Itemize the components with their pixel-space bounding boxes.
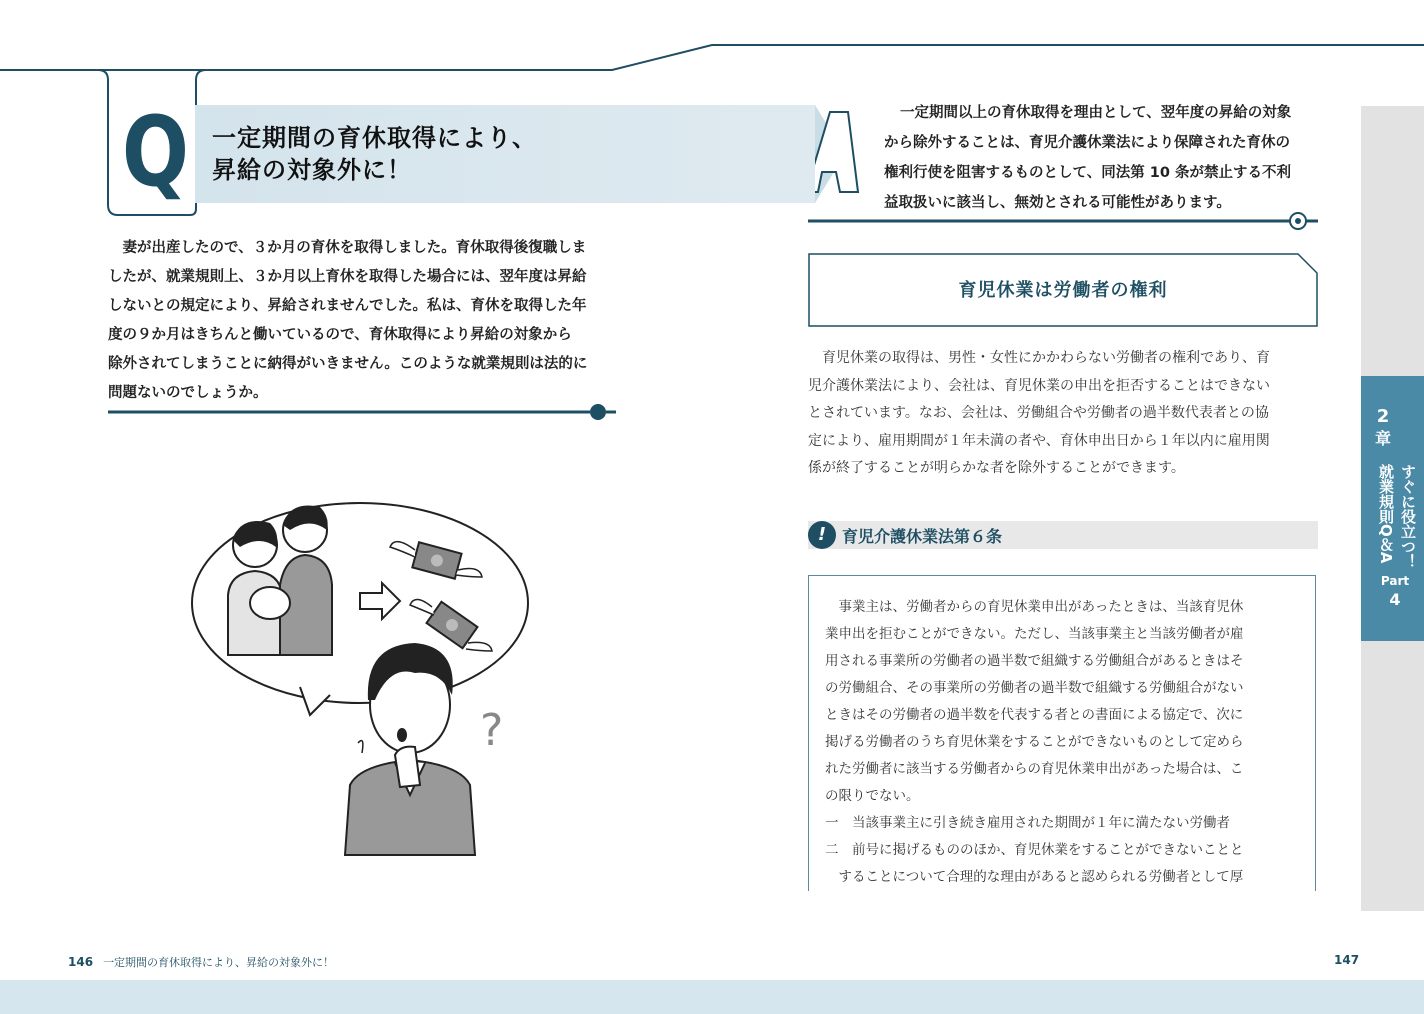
law-line: の限りでない。 [825, 788, 920, 804]
worried-man-illustration [190, 495, 530, 865]
question-line: 度の９か月はきちんと働いているので、育休取得により昇給の対象から [108, 327, 572, 343]
q-letter: Q [122, 96, 189, 208]
law-line: することについて合理的な理由があると認められる労働者として厚 [825, 869, 1244, 885]
answer-line: 一定期間以上の育休取得を理由として、翌年度の昇給の対象 [900, 105, 1292, 121]
part-label: Part [1380, 574, 1410, 588]
section-line: 定により、雇用期間が１年未満の者や、育休申出日から１年以内に雇用関 [808, 432, 1270, 449]
section-line: とされています。なお、会社は、労働組合や労働者の過半数代表者との協 [808, 405, 1269, 421]
section-heading: 育児休業は労働者の権利 [958, 280, 1168, 301]
law-line: 業申出を拒むことができない。ただし、当該事業主と当該労働者が雇 [825, 626, 1244, 642]
law-line: 用される事業所の労働者の過半数で組織する労働組合があるときはそ [825, 653, 1244, 669]
answer-line: から除外することは、育児介護休業法により保障された育休の [884, 135, 1290, 151]
svg-text:?: ? [480, 705, 504, 756]
law-line: 掲げる労働者のうち育児休業をすることができないものとして定めら [825, 734, 1244, 750]
question-line: したが、就業規則上、３か月以上育休を取得した場合には、翌年度は昇給 [108, 269, 587, 285]
law-title: 育児介護休業法第６条 [842, 527, 1003, 546]
question-line: 除外されてしまうことに納得がいきません。このような就業規則は法的に [108, 356, 588, 372]
running-title: 一定期間の育休取得により、昇給の対象外に！ [103, 956, 335, 969]
right-page-number: 147 [1334, 953, 1360, 967]
law-text [825, 594, 1305, 891]
law-line: 一 当該事業主に引き続き雇用された期間が１年に満たない労働者 [825, 815, 1230, 831]
section-line: 児介護休業法により、会社は、育児休業の申出を拒否することはできない [808, 377, 1270, 394]
answer-line: 権利行使を阻害するものとして、同法第 10 条が禁止する不利 [884, 165, 1291, 181]
question-title [212, 122, 537, 186]
law-line: 事業主は、労働者からの育児休業申出があったときは、当該育児休 [825, 599, 1244, 615]
exclamation-icon: ! [808, 521, 836, 549]
answer-line: 益取扱いに該当し、無効とされる可能性があります。 [884, 195, 1231, 211]
part-number: 4 [1389, 590, 1401, 609]
footer-left [68, 954, 334, 970]
question-line: 問題ないのでしょうか。 [108, 385, 268, 401]
tab-title: すぐに役立つ！ [1399, 464, 1417, 569]
answer-summary [884, 98, 1320, 218]
chapter-tab[interactable] [1361, 376, 1424, 641]
question-line: しないとの規定により、昇給されませんでした。私は、育休を取得した年 [108, 298, 587, 314]
question-line: 妻が出産したので、３か月の育休を取得しました。育休取得後復職しま [108, 240, 587, 256]
left-page-number: 146 [68, 955, 94, 969]
tab-subtitle: 就業規則Q＆A [1377, 464, 1395, 564]
law-line: の労働組合、その事業所の労働者の過半数で組織する労働組合がない [825, 680, 1244, 696]
law-line: ときはその労働者の過半数を代表する者との書面による協定で、次に [825, 707, 1244, 723]
question-body [108, 234, 618, 408]
footer-band [0, 980, 1424, 1014]
law-line: 二 前号に掲げるもののほか、育児休業をすることができないことと [825, 842, 1244, 858]
law-line: れた労働者に該当する労働者からの育児休業申出があった場合は、こ [825, 761, 1244, 777]
chapter-number: 2 [1376, 406, 1390, 427]
section-line: 育児休業の取得は、男性・女性にかかわらない労働者の権利であり、育 [808, 350, 1270, 366]
section-line: 係が終了することが明らかな者を除外することができます。 [808, 460, 1185, 476]
law-text-box [808, 575, 1316, 891]
chapter-label: 章 [1374, 429, 1391, 448]
question-title-line1: 一定期間の育休取得により、 [212, 124, 537, 152]
section-body [808, 345, 1320, 483]
question-title-line2: 昇給の対象外に！ [212, 156, 412, 184]
